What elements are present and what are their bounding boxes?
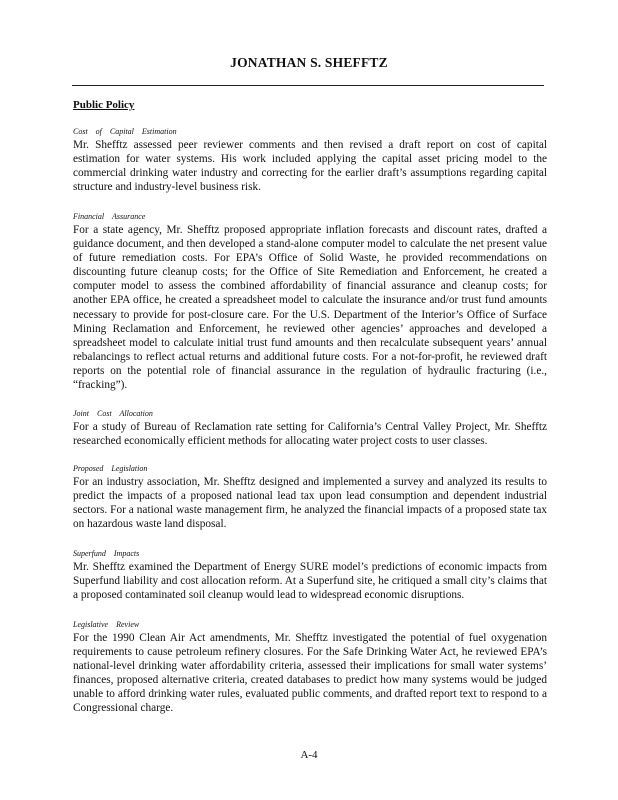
entry-cost-of-capital (73, 126, 547, 194)
entry-label: Superfund Impacts (73, 549, 140, 558)
entry-text: For a study of Bureau of Reclamation rate setting for California’s Central Valley Project, Mr. Shefftz researched economically efficient methods for allocating water project costs to user classes. (73, 421, 547, 448)
entry-text: Mr. Shefftz assessed peer reviewer comments and then revised a draft report on cost of capital estimation for water systems. His work included applying the capital asset pricing model to the commercial drinking water industry and correcting for the earlier draft’s assumptions regarding capital structure and industry-level business risk. (73, 139, 547, 194)
entry-superfund-impacts (73, 548, 547, 602)
entry-text: For an industry association, Mr. Shefftz designed and implemented a survey and analyzed its results to predict the impacts of a proposed national lead tax upon lead consumption and dependent industrial sectors. For a national waste management firm, he analyzed the financial impacts of a proposed state tax on hazardous waste land disposal. (73, 476, 547, 531)
entry-proposed-legislation (73, 463, 547, 531)
section-title: Public Policy (73, 99, 135, 111)
header-divider (72, 85, 544, 86)
entry-label: Proposed Legislation (73, 464, 148, 473)
entry-financial-assurance (73, 211, 547, 392)
entry-label: Financial Assurance (73, 212, 146, 221)
entry-text: Mr. Shefftz examined the Department of Energy SURE model’s predictions of economic impacts from Superfund liability and cost allocation reform. At a Superfund site, he critiqued a small city’s claims that a proposed contaminated soil cleanup would lead to widespread economic disruptions. (73, 561, 547, 602)
page-number: A-4 (300, 749, 318, 761)
entry-legislative-review (73, 619, 547, 716)
entry-text: For the 1990 Clean Air Act amendments, Mr. Shefftz investigated the potential of fuel oxygenation requirements to cause petroleum refinery closures. For the Safe Drinking Water Act, he reviewed EPA’s national-level drinking water affordability criteria, assessed their implications for small water systems’ finances, proposed alternative criteria, created databases to predict how many systems would be judged unable to afford drinking water rules, evaluated public comments, and drafted report text to respond to a Congressional charge. (73, 632, 547, 715)
entry-label: Legislative Review (73, 620, 140, 629)
entry-label: Cost of Capital Estimation (73, 127, 177, 136)
entry-joint-cost-allocation (73, 408, 547, 448)
entry-label: Joint Cost Allocation (73, 409, 153, 418)
author-name: JONATHAN S. SHEFFTZ (230, 55, 388, 70)
entry-text: For a state agency, Mr. Shefftz proposed appropriate inflation forecasts and discount rates, drafted a guidance document, and then developed a stand-alone computer model to calculate the net present value of future remediation costs. For EPA’s Office of Solid Waste, he provided recommendations on discounting future cleanup costs; for the Office of Site Remediation and Enforcement, he created a computer model to assess the combined affordability of financial assurance and cleanup costs; for another EPA office, he created a spreadsheet model to calculate the insurance and/or trust fund amounts necessary to provide for post-closure care. For the U.S. Department of the Interior’s Office of Surface Mining Reclamation and Enforcement, he reviewed other agencies’ approaches and developed a spreadsheet model to calculate initial trust fund amounts and then recalculate subsequent years’ annual rebalancings to reflect actual returns and additional future costs. For a not-for-profit, he reviewed draft reports on the potential role of financial assurance in the regulation of hydraulic fracturing (i.e., “fracking”). (73, 224, 547, 392)
